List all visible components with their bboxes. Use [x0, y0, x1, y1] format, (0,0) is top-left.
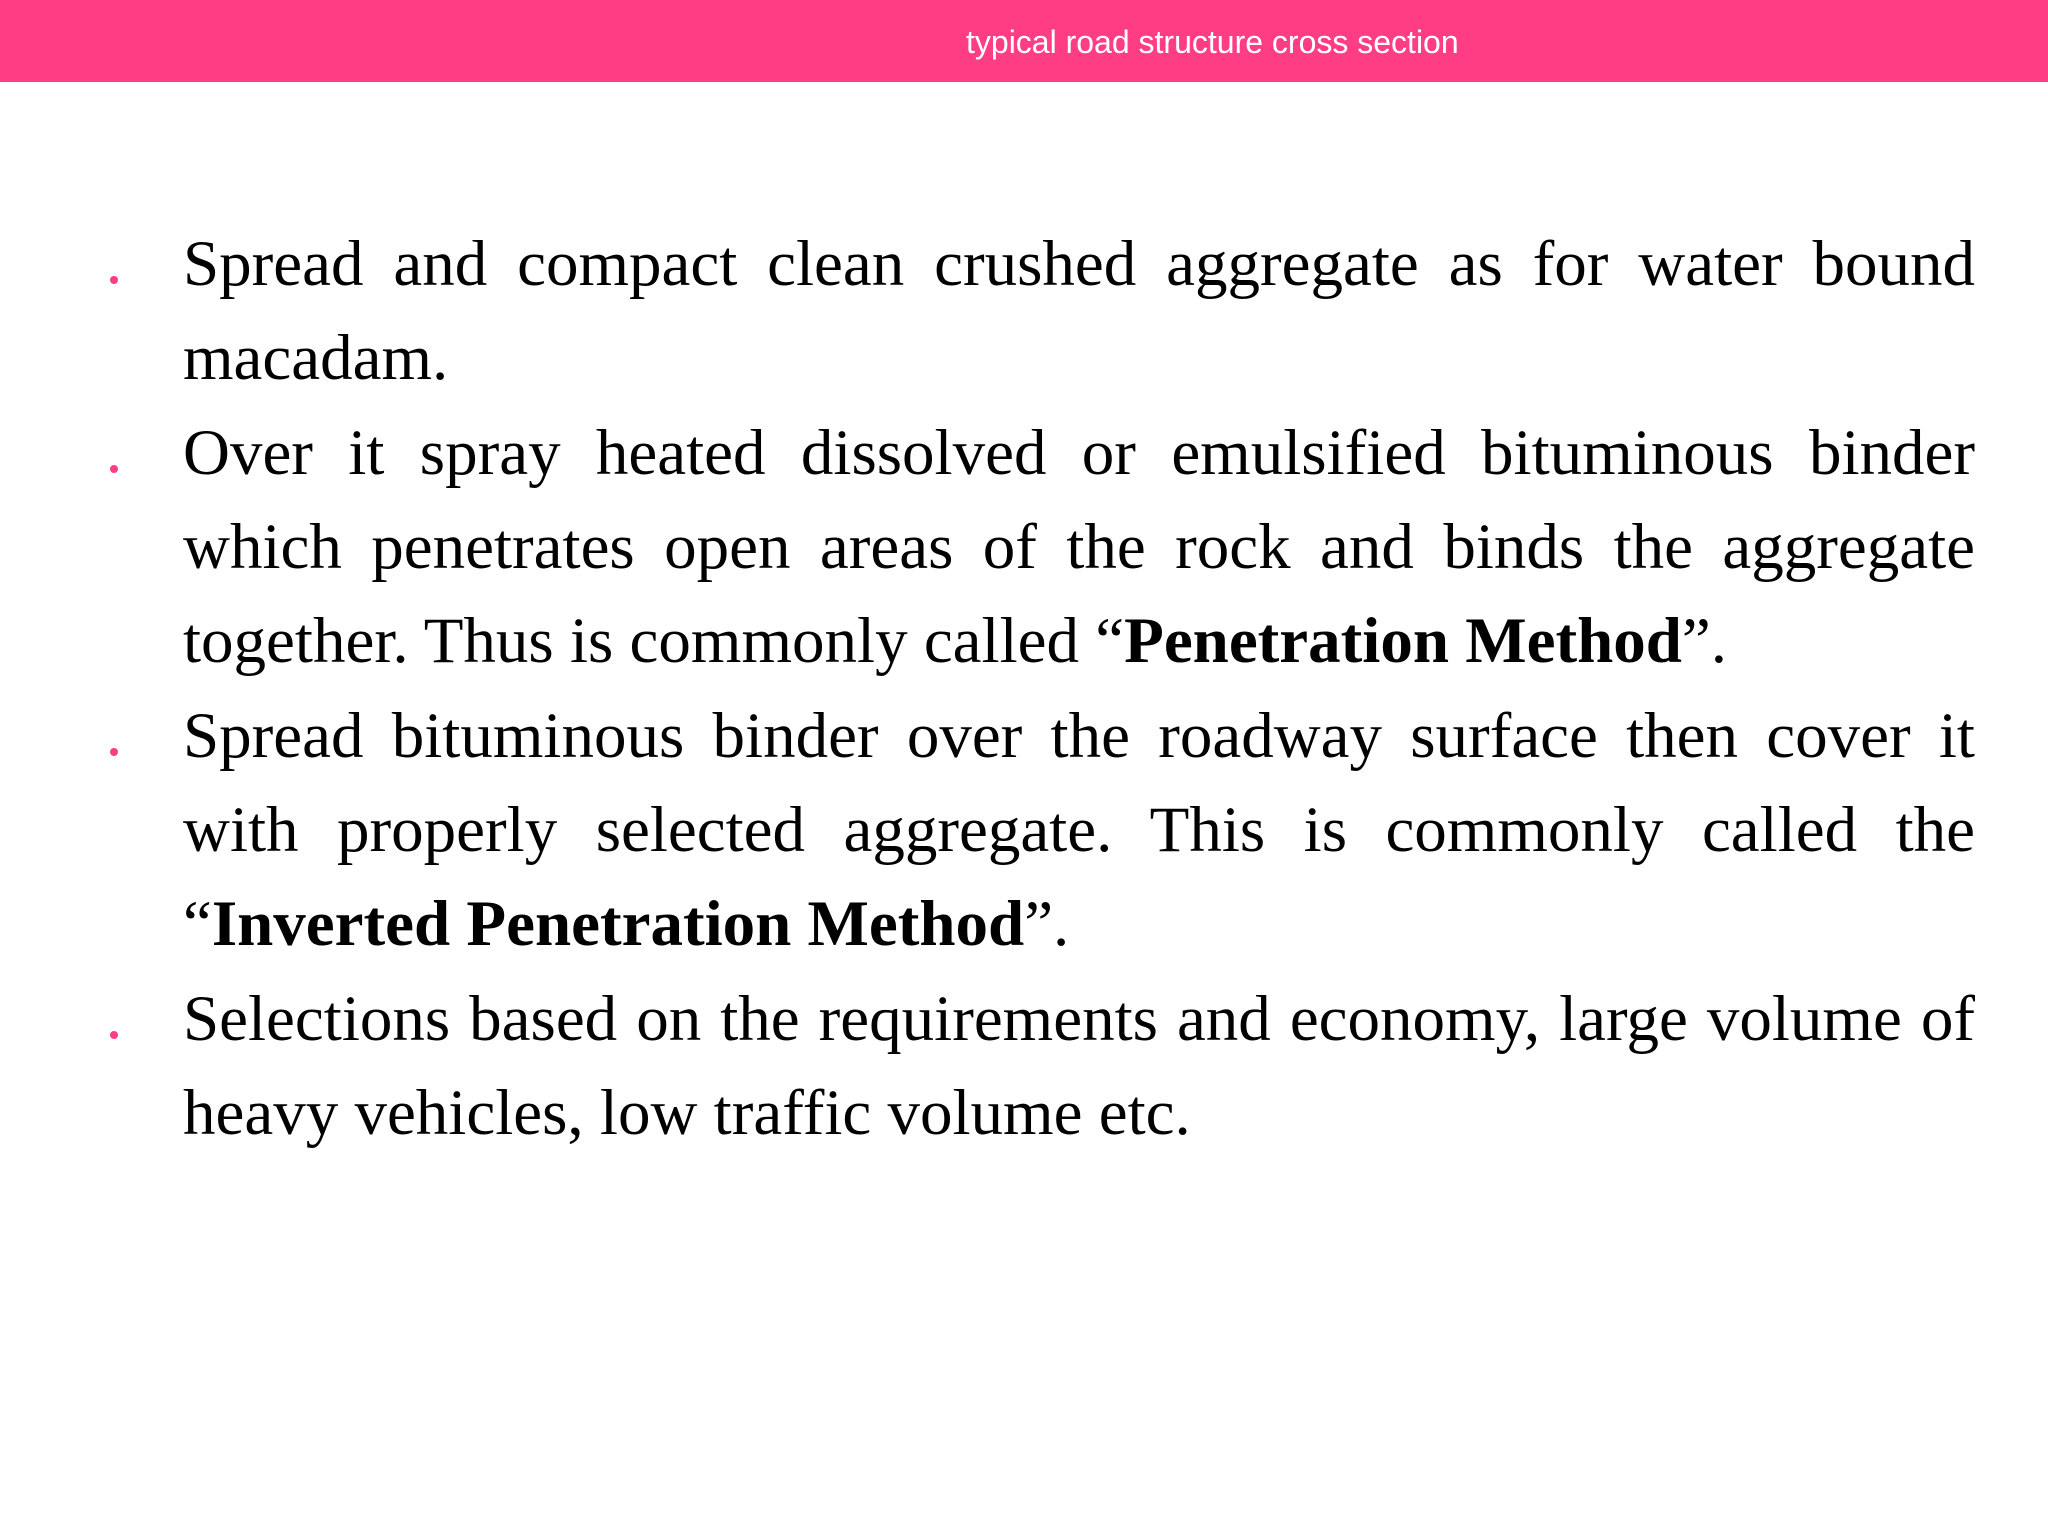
bullet-text: Selections based on the requirements and economy, large volume of heavy vehicles, low traffic volume etc. — [183, 983, 1975, 1149]
bullet-dot-icon — [110, 1031, 118, 1039]
bullet-dot-icon — [110, 276, 118, 284]
bullet-text: Spread and compact clean crushed aggregate as for water bound macadam. — [183, 228, 1975, 394]
bullet-text: Over it spray heated dissolved or emulsified bituminous binder which penetrates open areas of the rock and binds the aggregate together. Thus is commonly called “Penetration Method”. — [183, 417, 1975, 677]
bullet-dot-icon — [110, 465, 118, 473]
bold-term: Penetration Method — [1124, 605, 1682, 677]
bullet-text: Spread bituminous binder over the roadway surface then cover it with properly selected aggregate. This is commonly called the “Inverted Penetration Method”. — [183, 700, 1975, 960]
bullet-dot-icon — [110, 748, 118, 756]
bold-term: Inverted Penetration Method — [211, 888, 1025, 960]
slide-title: typical road structure cross section — [966, 24, 1459, 60]
